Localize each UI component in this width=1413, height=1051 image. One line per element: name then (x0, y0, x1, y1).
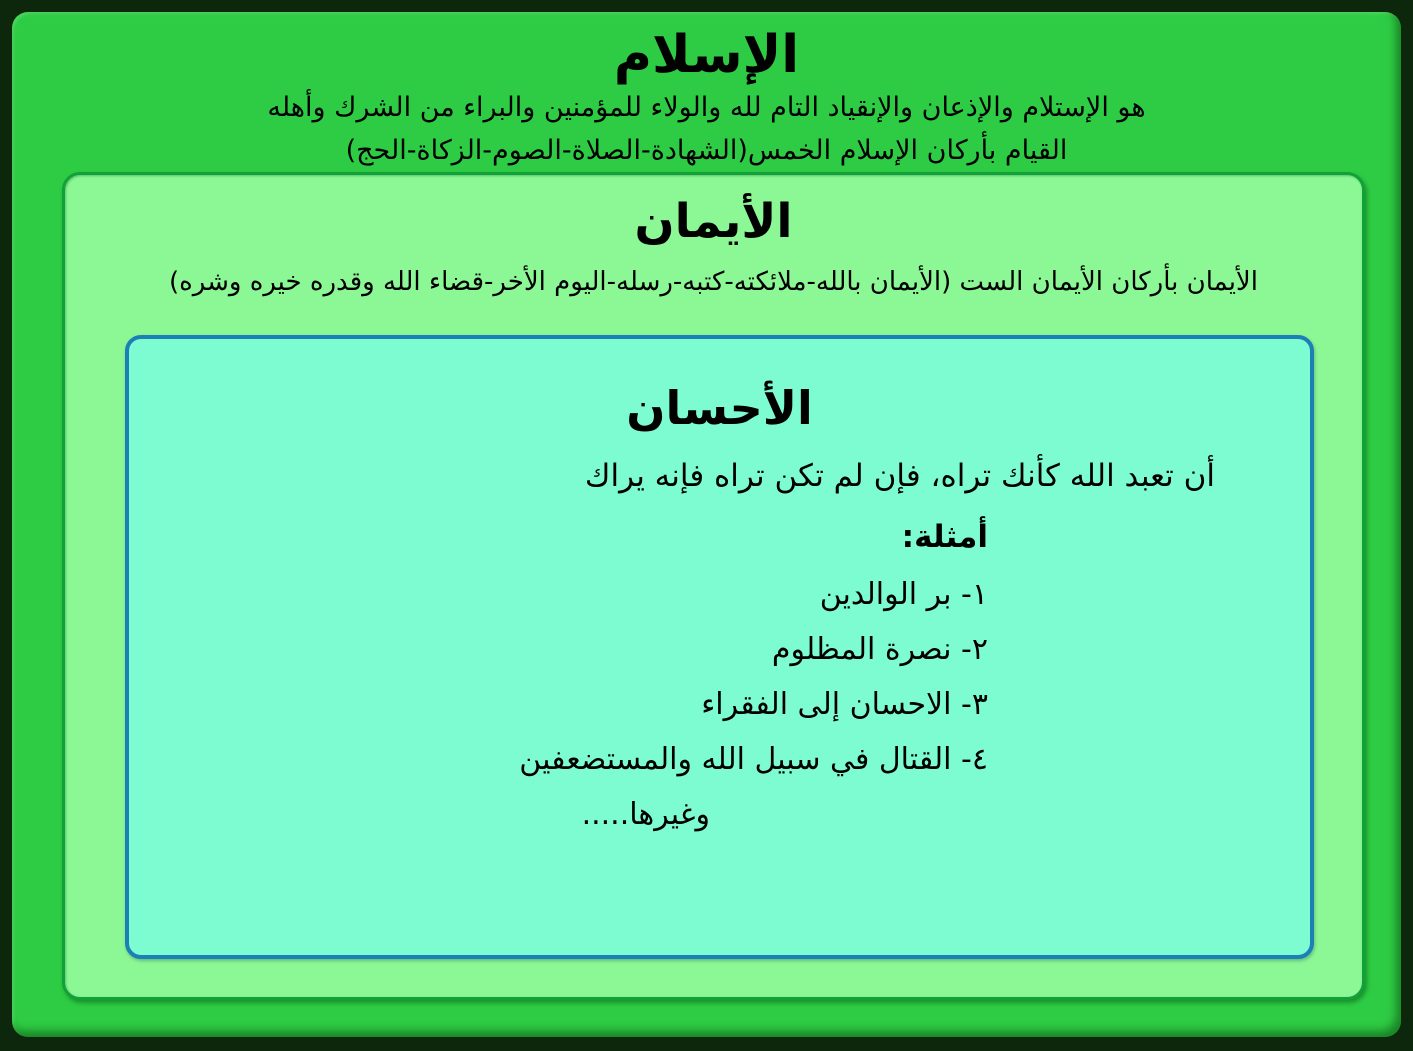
islam-definition-line: هو الإستلام والإذعان والإنقياد التام لله والولاء للمؤمنين والبراء من الشرك وأهله (267, 92, 1146, 123)
list-item: ٤- القتال في سبيل الله والمستضعفين (519, 742, 988, 777)
list-item: ١- بر الوالدين (819, 577, 988, 612)
islam-pillars-line: القيام بأركان الإسلام الخمس(الشهادة-الصلاة-الصوم-الزكاة-الحج) (345, 135, 1068, 166)
ihsan-definition-line: أن تعبد الله كأنك تراه، فإن لم تكن تراه فإنه يراك (584, 458, 1215, 494)
islam-title: الإسلام (613, 25, 800, 85)
more-examples-line: وغيرها..... (581, 797, 710, 832)
iman-inner-box (62, 172, 1365, 1000)
iman-pillars-line: الأيمان بأركان الأيمان الست (الأيمان بالله-ملائكته-كتبه-رسله-اليوم الأخر-قضاء الله وقدره خيره وشره) (169, 267, 1258, 297)
iman-title: الأيمان (634, 194, 793, 249)
ihsan-innermost-box (125, 335, 1314, 959)
examples-label: أمثلة: (901, 519, 988, 555)
list-item: ٣- الاحسان إلى الفقراء (701, 687, 988, 722)
examples-list (129, 567, 1310, 787)
islam-outer-box (12, 12, 1401, 1037)
ihsan-title: الأحسان (626, 381, 813, 435)
list-item: ٢- نصرة المظلوم (771, 632, 988, 667)
